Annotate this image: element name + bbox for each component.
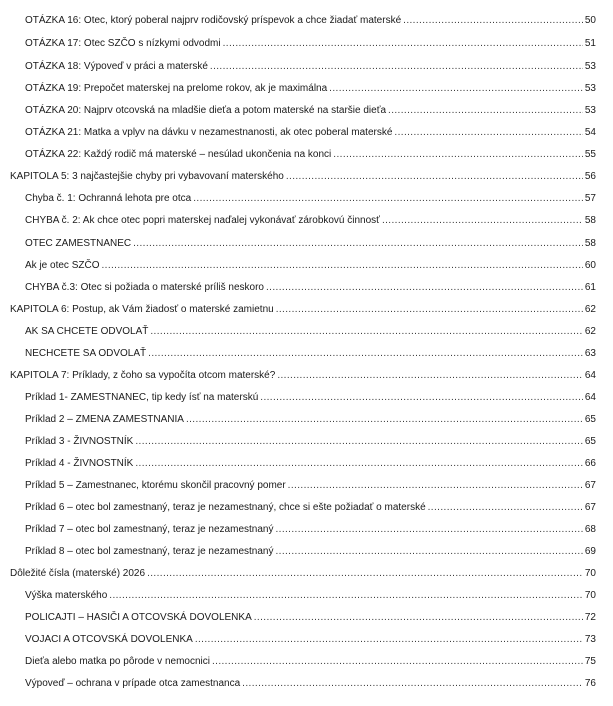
toc-entry-label: Výška materského <box>25 590 108 601</box>
dot-leader <box>133 236 583 252</box>
dot-leader <box>212 654 583 670</box>
toc-entry-page: 62 <box>584 326 596 337</box>
toc-entry-chyba-3[interactable] <box>0 280 613 296</box>
toc-entry-otec-zamestnanec[interactable] <box>0 236 613 252</box>
toc-entry-page: 53 <box>584 61 596 72</box>
toc-entry-priklad-7[interactable] <box>0 522 613 538</box>
dot-leader <box>135 434 583 450</box>
dot-leader <box>260 390 583 406</box>
toc-entry-page: 60 <box>584 260 596 271</box>
dot-leader <box>210 59 583 75</box>
toc-entry-page: 70 <box>584 568 596 579</box>
toc-entry-priklad-8[interactable] <box>0 544 613 560</box>
dot-leader <box>394 125 582 141</box>
toc-entry-page: 70 <box>584 590 596 601</box>
toc-entry-kapitola-6[interactable] <box>0 302 613 318</box>
dot-leader <box>135 456 583 472</box>
toc-entry-vypoved-ochrana[interactable] <box>0 676 613 692</box>
toc-entry-odvolat[interactable] <box>0 324 613 340</box>
toc-entry-kapitola-7[interactable] <box>0 368 613 384</box>
toc-entry-otazka-22[interactable] <box>0 147 613 163</box>
dot-leader <box>388 103 583 119</box>
dot-leader <box>288 478 583 494</box>
toc-entry-priklad-1[interactable] <box>0 390 613 406</box>
dot-leader <box>276 302 583 318</box>
toc-entry-label: OTÁZKA 22: Každý rodič má materské – nesúlad ukončenia na konci <box>25 149 332 160</box>
toc-entry-page: 66 <box>584 458 596 469</box>
toc-entry-otazka-18[interactable] <box>0 59 613 75</box>
dot-leader <box>329 81 583 97</box>
toc-entry-vojaci[interactable] <box>0 632 613 648</box>
toc-entry-page: 55 <box>584 149 596 160</box>
toc-entry-page: 65 <box>584 436 596 447</box>
toc-entry-otec-szco[interactable] <box>0 258 613 274</box>
toc-entry-label: Príklad 1- ZAMESTNANEC, tip kedy ísť na materskú <box>25 392 259 403</box>
toc-entry-page: 53 <box>584 83 596 94</box>
toc-entry-label: KAPITOLA 5: 3 najčastejšie chyby pri vybavovaní materského <box>10 171 284 182</box>
toc-entry-otazka-17[interactable] <box>0 36 613 52</box>
toc-entry-page: 61 <box>584 282 596 293</box>
dot-leader <box>148 346 583 362</box>
toc-entry-label: OTEC ZAMESTNANEC <box>25 238 132 249</box>
toc-entry-page: 75 <box>584 656 596 667</box>
toc-entry-label: VOJACI A OTCOVSKÁ DOVOLENKA <box>25 634 193 645</box>
toc-entry-label: Chyba č. 1: Ochranná lehota pre otca <box>25 193 192 204</box>
toc-entry-label: Príklad 5 – Zamestnanec, ktorému skončil pracovný pomer <box>25 480 286 491</box>
dot-leader <box>109 588 583 604</box>
dot-leader <box>333 147 583 163</box>
dot-leader <box>382 213 583 229</box>
dot-leader <box>101 258 582 274</box>
toc-entry-nemocnica[interactable] <box>0 654 613 670</box>
toc-entry-page: 69 <box>584 546 596 557</box>
toc-entry-page: 67 <box>584 480 596 491</box>
toc-entry-label: OTÁZKA 20: Najprv otcovská na mladšie dieťa a potom materské na staršie dieťa <box>25 105 387 116</box>
toc-entry-label: Príklad 4 - ŽIVNOSTNÍK <box>25 458 134 469</box>
toc-entry-label: OTÁZKA 21: Matka a vplyv na dávku v nezamestnanosti, ak otec poberal materské <box>25 127 393 138</box>
toc-entry-label: Príklad 2 – ZMENA ZAMESTNANIA <box>25 414 184 425</box>
toc-entry-page: 50 <box>584 15 596 26</box>
dot-leader <box>275 522 582 538</box>
dot-leader <box>428 500 583 516</box>
dot-leader <box>195 632 583 648</box>
toc-entry-page: 58 <box>584 238 596 249</box>
toc-entry-label: Ak je otec SZČO <box>25 260 100 271</box>
toc-entry-priklad-4[interactable] <box>0 456 613 472</box>
toc-entry-label: KAPITOLA 6: Postup, ak Vám žiadosť o materské zamietnu <box>10 304 274 315</box>
toc-entry-chyba-2[interactable] <box>0 213 613 229</box>
toc-entry-otazka-19[interactable] <box>0 81 613 97</box>
toc-entry-neodvolat[interactable] <box>0 346 613 362</box>
toc-entry-label: POLICAJTI – HASIČI A OTCOVSKÁ DOVOLENKA <box>25 612 252 623</box>
toc-entry-page: 63 <box>584 348 596 359</box>
toc-entry-label: Príklad 3 - ŽIVNOSTNÍK <box>25 436 134 447</box>
toc-entry-label: Výpoveď – ochrana v prípade otca zamestnanca <box>25 678 241 689</box>
toc-entry-label: OTÁZKA 19: Prepočet materskej na prelome rokov, ak je maximálna <box>25 83 328 94</box>
toc-entry-label: CHYBA č. 2: Ak chce otec popri materskej naďalej vykonávať zárobkovú činnosť <box>25 215 380 226</box>
dot-leader <box>193 191 583 207</box>
dot-leader <box>242 676 583 692</box>
toc-entry-page: 58 <box>584 215 596 226</box>
toc-entry-chyba-1[interactable] <box>0 191 613 207</box>
dot-leader <box>223 36 583 52</box>
dot-leader <box>147 566 583 582</box>
toc-entry-otazka-21[interactable] <box>0 125 613 141</box>
toc-entry-priklad-5[interactable] <box>0 478 613 494</box>
toc-entry-page: 72 <box>584 612 596 623</box>
toc-entry-label: OTÁZKA 18: Výpoveď v práci a materské <box>25 61 208 72</box>
dot-leader <box>150 324 583 340</box>
toc-entry-vyska-materskeho[interactable] <box>0 588 613 604</box>
toc-entry-label: OTÁZKA 16: Otec, ktorý poberal najprv rodičovský príspevok a chce žiadať materské <box>25 15 402 26</box>
dot-leader <box>286 169 583 185</box>
toc-entry-kapitola-5[interactable] <box>0 169 613 185</box>
toc-entry-page: 51 <box>584 38 596 49</box>
toc-entry-page: 53 <box>584 105 596 116</box>
dot-leader <box>186 412 583 428</box>
toc-entry-label: Príklad 6 – otec bol zamestnaný, teraz je nezamestnaný, chce si ešte požiadať o materské <box>25 502 426 513</box>
toc-entry-page: 56 <box>584 171 596 182</box>
toc-entry-label: KAPITOLA 7: Príklady, z čoho sa vypočíta otcom materské? <box>10 370 276 381</box>
toc-entry-page: 76 <box>584 678 596 689</box>
toc-entry-page: 68 <box>584 524 596 535</box>
toc-entry-page: 65 <box>584 414 596 425</box>
dot-leader <box>275 544 582 560</box>
toc-entry-page: 54 <box>584 127 596 138</box>
dot-leader <box>277 368 583 384</box>
toc-entry-page: 62 <box>584 304 596 315</box>
toc-entry-dolezite-cisla[interactable] <box>0 566 613 582</box>
dot-leader <box>266 280 583 296</box>
toc-entry-label: AK SA CHCETE ODVOLAŤ <box>25 326 149 337</box>
toc-entry-page: 64 <box>584 392 596 403</box>
toc-entry-label: NECHCETE SA ODVOLAŤ <box>25 348 147 359</box>
toc-entry-priklad-6[interactable] <box>0 500 613 516</box>
toc-entry-priklad-2[interactable] <box>0 412 613 428</box>
toc-entry-label: Príklad 8 – otec bol zamestnaný, teraz je nezamestnaný <box>25 546 274 557</box>
toc-entry-page: 73 <box>584 634 596 645</box>
toc-entry-page: 67 <box>584 502 596 513</box>
toc-entry-label: Dôležité čísla (materské) 2026 <box>10 568 146 579</box>
dot-leader <box>254 610 583 626</box>
toc-entry-priklad-3[interactable] <box>0 434 613 450</box>
toc-entry-label: Príklad 7 – otec bol zamestnaný, teraz je nezamestnaný <box>25 524 274 535</box>
toc-entry-label: CHYBA č.3: Otec si požiada o materské príliš neskoro <box>25 282 264 293</box>
toc-entry-otazka-20[interactable] <box>0 103 613 119</box>
toc-entry-page: 64 <box>584 370 596 381</box>
toc-entry-policajti-hasici[interactable] <box>0 610 613 626</box>
toc-entry-label: OTÁZKA 17: Otec SZČO s nízkymi odvodmi <box>25 38 221 49</box>
toc-entry-label: Dieťa alebo matka po pôrode v nemocnici <box>25 656 210 667</box>
dot-leader <box>403 13 583 29</box>
toc-entry-page: 57 <box>584 193 596 204</box>
toc-entry-otazka-16[interactable] <box>0 13 613 29</box>
